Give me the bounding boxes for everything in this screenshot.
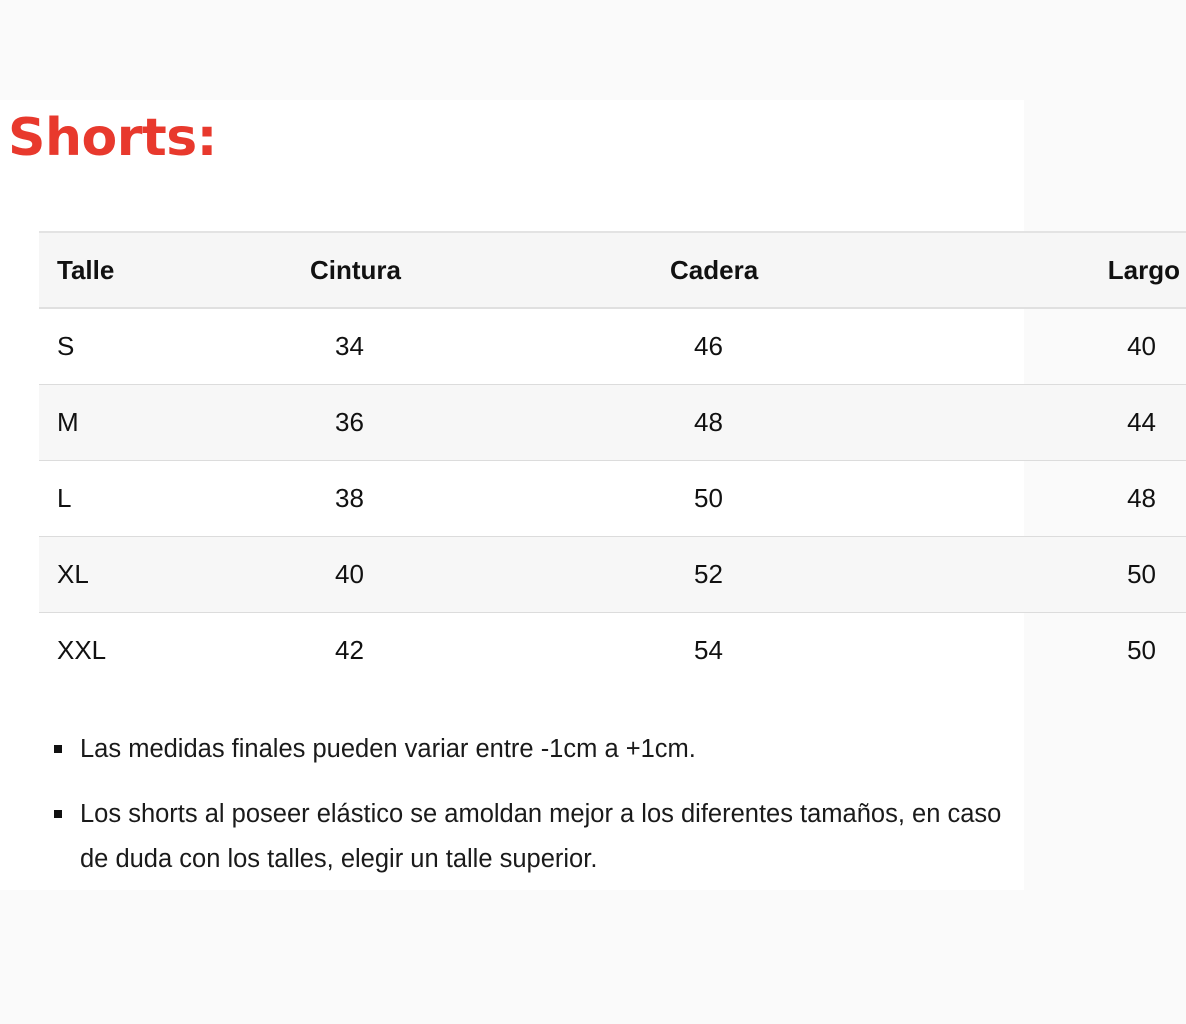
cell-largo: 50 (1127, 559, 1156, 589)
header-cadera: Cadera (670, 254, 759, 285)
note-text: Los shorts al poseer elástico se amoldan mejor a los diferentes tamaños, en caso de duda con los talles, elegir un talle superior. (80, 800, 1002, 873)
list-item (54, 727, 1024, 772)
table-header-row (39, 232, 1186, 308)
cell-talle: S (57, 331, 75, 361)
cell-largo: 40 (1127, 331, 1156, 361)
cell-largo: 48 (1127, 483, 1156, 513)
cell-cadera: 54 (694, 635, 723, 665)
cell-largo: 50 (1127, 635, 1156, 665)
cell-talle: L (57, 483, 72, 513)
cell-cadera: 50 (694, 483, 723, 513)
square-bullet-icon (54, 810, 62, 818)
cell-talle: XXL (57, 635, 107, 665)
notes-list (54, 727, 1024, 882)
cell-cadera: 48 (694, 407, 723, 437)
cell-cintura: 36 (335, 407, 364, 437)
cell-cintura: 38 (335, 483, 364, 513)
table-row (39, 613, 1186, 689)
cell-largo: 44 (1127, 407, 1156, 437)
table-row (39, 385, 1186, 461)
cell-cintura: 42 (335, 635, 364, 665)
table-row (39, 461, 1186, 537)
list-item (54, 792, 1024, 882)
header-talle: Talle (57, 254, 115, 285)
cell-talle: M (57, 407, 79, 437)
note-text: Las medidas finales pueden variar entre -1cm a +1cm. (80, 735, 696, 763)
header-cintura: Cintura (310, 254, 401, 285)
size-table (39, 231, 1186, 688)
page-title: Shorts: (8, 108, 217, 168)
square-bullet-icon (54, 745, 62, 753)
table-row (39, 308, 1186, 385)
header-largo: Largo (1107, 254, 1180, 285)
cell-cadera: 46 (694, 331, 723, 361)
cell-cintura: 34 (335, 331, 364, 361)
cell-cintura: 40 (335, 559, 364, 589)
table-row (39, 537, 1186, 613)
cell-cadera: 52 (694, 559, 723, 589)
cell-talle: XL (57, 559, 89, 589)
